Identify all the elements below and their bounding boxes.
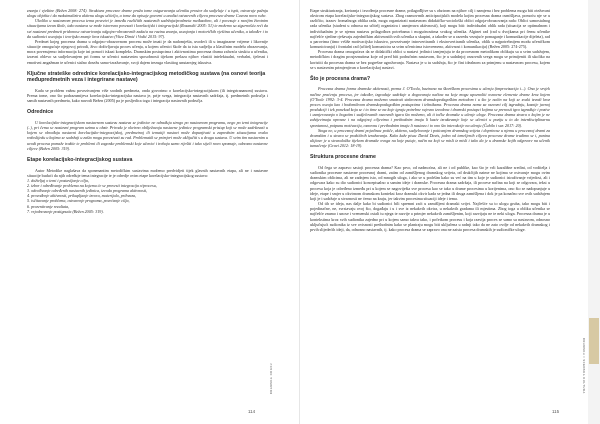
paragraph: Predmet kojeg procesna drama u odgojno-obrazovnom procesu može imati je da nadomješta, uvodeći ili u imaginarne vrijeme i likovnije situacije omogućuje njegovoj prirodi, živo doživljavaju proces učenja, u kojem učenici škole da ta ista sudjelju a klasičnim modelu obrazovanja, mora povezujemo informacija koje ini pomoći iskazi kompleks. Dramskim postupcima i aktivnostima procesna drama zahvaća struktu u učeniku, izravni oblevo sa sudjelovanjem pri formu se učenici nastavnim sposobnosti tijekom prelaza njihov vlastiti intelektualni, verbalni, tjelesni i emotivni angažman te učenici stalno dosežu samo-izražavanje, svoji dajem trezuga vlastitog unutarnjeg iskustva. bbox=[27, 38, 268, 65]
chapter-edge-tab bbox=[589, 318, 599, 364]
list-item: 6. prezentiranje rezultata, bbox=[27, 203, 70, 209]
running-side-label: DRAMSKA ODGOJ bbox=[270, 362, 273, 394]
paragraph: Autor Metodike naglašava da sponenantim metodičkim sustavima možemo predvidjeti tijek glavnih nastavnih etapa, ali ne i nastavne situacije budući da njih određuje tema integracije te je odredje ovim etape korelacijsko-integracijskog sustava: bbox=[27, 167, 268, 178]
paragraph: Etape strukturiranja, kreiranja i izvođenja procesne drame, prilagođljive su s obzirom na njihov cilj i namjenu i bez problema mogu biti otežavani okvirom etapa korelacijsko-integracijskog sustava. Zbog razmovrnih anticipacijskih modela kojim procesna drama osmišljava, pomoću nje se u različito, izazov fromalnoga oblika rada, moga organizirati nastavnom didaktičko-sociološki oblici odgoja-obrazovanja rada: Oblici samostalnog rada učenika (student u odnosu na učitelj organizira i usmjerava aktivnosti), koji mogu biti: individualni oblik rada (situacija se optimalnom i individualnim je se njemu nastavu prilagođava potrebama i mogućnostima svakog učenika. Alginet rad (rad u dvojkama pri čemu učenike najčešće sjedine rješavaju zajedničkim aktivnostih svih učenika u skupini, a također se u razredu vezujuće pomaganje i komunikacije dijeleta), rad u parovima (timo vršiše motivacijsko iskustvo, povezivanje introvertiranih i ekstrovertiranih učenika, oblik u najpotrebnijem modu učeničkom komuniciranja) i frontalni rad (učitelj komunicira sa svim učenicima istovremeno, aktivnost i komunikacija) (Bežen 2005: 274-275). bbox=[310, 8, 550, 50]
list-item: 2. izbor i određivanje problema na kojemu će se provesti integracija o/procesu, bbox=[27, 182, 157, 188]
list-item: 5. isčitavanje problema, ostvarenje programa, povećanje cilja, bbox=[27, 198, 130, 204]
list-item: 1. doživljaj o temi i postavljanje cilja, bbox=[27, 177, 89, 183]
section-heading: Struktura procesne drame bbox=[310, 154, 376, 161]
paragraph: Stoga ne, u procesnoj drami pojedinac potiče, aktivno, sudjelovanje i poticanjem dramskog svijeta i doprinose u njemu u procesnoj drami za dramskim i u stvara se praktičnih izražavanja. Kako kaže pisac David Davis, jedno od temeljenih ciljeva procesne drame trudimo se i, punina ulijtave je u stvaralačka tijekom dramske ovoga na koje putuje, način na koji se misli iz misli i tako da je u dramske kojih odgovore na učenik tumačenje (Gravi 2012: 18-19). bbox=[310, 127, 550, 149]
paragraph: Od čega se zapravo sastoji procesna drama? Kao prvo, od nadmoćna, ali ne i od publike, kao što je vrli kazališne sredini, od voditelja i sudionika procesne nastavne procesnoj drami, zatim od zamišljenog dramskog svijeta, od drukčijih naime ne kojima se ostvaruje mogu ovim dramskim oblicima, ali ne zadnjem isto, od mnogih uloga, i ako se u podršim kako su već na tim u koje je sudionici istraživanje vrijedost, ali i odgovara kako su dio sudionici konceptualno u samim ideje i dramske. Procesna drama sadržaja, ili procese načina na koji se odgovara, tekst u procesu koja je određeno između pri u kojem se nagoviješta sve procesa kao se tako u drame procesima u korijenima, ono što se nadopunjuje u ideje, etape i smjer u okvirnom dramskom kontekst kroz dramski okvir kada se jedna ili druga zamišljena i dok je pa konačno sve ovih sadržajem koji je i sadržaje u stvarnosti ne ćemo na kraju, jer takvim procesima situaciji ideje i tema. bbox=[310, 164, 550, 201]
running-side-label: DRAMSKA I SCENSKA KULTURA bbox=[582, 338, 585, 394]
section-heading: Ključne strateške odrednice korelacijsko-integracijskog metodičkog sustava (na osnovi teorija međupredmetnih veza i integrirane nastave) bbox=[27, 70, 266, 84]
paragraph: znanja i vještine (Bežen 2008: 274). Struktura procesne drame pruža tome osiguravanja učeniku prostor da sudjeluje i u ispit, ostvaruje pažnju ulogu objekta i da maksimalizira aktivnu ulogu učitelja, a tome da opisuje govorni u analizi ostvarenih ciljeva procesne drame Cuveza novo rube. bbox=[27, 8, 268, 19]
page-number: 115 bbox=[552, 409, 560, 414]
list-item: 3. određivanje određenih nastavnih jedinica, izvoda programa aktivnosti, bbox=[27, 188, 148, 194]
page-number: 114 bbox=[248, 409, 256, 414]
section-heading: Odrednice bbox=[27, 109, 54, 116]
paragraph: Ukoliko u nastavnom procesu tema povezivi je između različitih nastavnih sadržaja/predmeta međusobno, ali i povezuje s ranijim životnim situacijama izvan škole, tako nastava se može istovrsno povezati i korelacijski i integracijski (Rosandić 2005: 51) te možemo sa sigurnošću reći da svi nastavni predmeti pridonose ostvarivanju odgojno-obrazovnih zadaća na razinu znanja, usvajanja i motoričkih vještina učenika, a također i to da sudionici usvajaju i teorijsko znanje kroz iskustvo (Vitez Dimić i Vodić 2015: 97). bbox=[27, 18, 268, 39]
right-page bbox=[300, 0, 600, 424]
list-item: 7. vrjednovanje postignuća (Bežen 2005: 319). bbox=[27, 208, 104, 214]
left-text-column bbox=[27, 8, 268, 214]
section-heading: Što je procesna drama? bbox=[310, 75, 371, 82]
right-text-column bbox=[310, 8, 550, 232]
paragraph: U korelacijsko-integracijskom nastavnom sustavu nastava se jedinice ne odrađuju strogo po nastavnom programu, nego po temi integracije (..), pri čemu se nastavni program uzima u obzir. Prirodu je okvirno obilježavaju nastavne jedinice programski pristup koji se može sadržavati u kojem se obrađuju nastavni korelacijsko-integracijskoj, predmetnoj ili tematiji nastavi može dopunjivati u zaprednim situacijama ovako redoslijedu u kojima se sadržaji u zašto mogu povezivati su rad. Problematik se primjeri može uklijučiti s u druga sustava. U svim tim nastavnim u uvodi procesa pomaže tražite te problemi ili zagonke problemski koje učenici i trebaju samo riješiti i tako stječi novo spoznaje, odnosno nastavne ciljeve (Bežen 2005: 319). bbox=[27, 119, 268, 151]
paragraph: Procesna drama forma dramske aktivnosti, prema J. O'Toolu, bazirana na škoriškom procesima u učenju (improvizacija i...). Ona je srvjek načine praćenju procesa, jer također, izgraduje sadržaje a dogovaraju načina na koje mogu upoznoliti osnovne elemente drame kroz kojem (O'Toole 1992: 3-4. Procesna drama možemo smatrati sinkronom dramskopedagoškim metodom i u što je način na koji se svaki izvodi kroz proces osvaja kao i hodomikvom dramskopedagoškim postupcima i tehnikama. Procesna drama nema za osnovni cilj izgradnju, kasnije javnoj produkciji i tek ponekad koja se i to time se na koje igraju potrebne svjesno izvedena i dramski postupci kojima se prenosti igra izgrađuje i pozive i usmjeravanja o bogatim i sudjelovanih osnovnih igara što možemo, ali ti točke dramske u učenje uloge. Procesna drama stvara o kojim je ne zahtjevimaju oprosne i na odgojnoj ciljevima i prethodnim imaju li kaziv izražavanje koje se učenici u poziju u to da interdisciplinarnu spontanost, potpunu motivaciju, osnovnu i prethodnim imaju li nastavu i to ono što interakcije na učenju (Čubilo i sur. 2017: 20). bbox=[310, 86, 550, 128]
section-heading: Etape korelacijsko-integracijskog sustava bbox=[27, 156, 133, 163]
paragraph: Od tih se ideja, nas dalje kako bi sudionici bili spremni zaći u zamišljeni dramski svijet. Najčešće su to ulogu gruba, tako mogu biti i pojedinačne, ne, svrstavaju ovoj što, događaju i u i sve iz nekakvih okvira, u nekakvih gradama ili mjestima. Zbog toga u obliku učenika se najčešće znamo i unose i vremenski ostali tu njega te razvije a primjer nekakvih zamišljenim, koji razvijaju ne te neki uloga. Procesna drama je u kontekstima kroz svih sudionika zajedno pri u kojem samo takva tako, i početkom procesu i koja razvija proces se samo sa nastavom, odnosno uključujući sudionika iz sve ovisnosti prethodnim kako se planiraju mogu biti uključena u radnji tako da ne zato ovdje od nekakvih dramskog i prvih slijedećih ideji, da, odnosno nastavnih, tj. kako procesa drama se zapravo ona ne zaista procesa dramskih je sudioničke uloge. bbox=[310, 201, 550, 232]
etape-list bbox=[27, 178, 268, 214]
paragraph: Procesna drama omogućava da se didaktički oblici u nastavi jedinici izmjenjuju te da procesnom metodikom oblikuju sa u svim sadržajem, metodičkim i dragim prosjeznutima koje od pred biti područnim nastavom, što je u sadašnjoj osnovnih svega mogu se primijeniti ili ukoliko na koristiti da procesna drama se bez pogrešne ugrožavanja. Nastava je u tu sadržaja, što je čini idealnom za primjenu u nastavnom procesu, kojem se s nastavnim primjenjivan o korelacijskoj nastavi. bbox=[310, 49, 550, 70]
paragraph: Kada se problem važnu povezivanjem više srodnih predmeta, onda govorimo o korelacijsko-integracijskom (ili integrirananom) sustavu. Prema tome, ono što podrazumijeva korelacijsko-integracijska nastava je, prije svega, integracija nastavnih sadržaja, tj. predmetnih područja i samih nastavnih predmeta, kako navodi Bežen (2005) pa je posljedica toga i integracija nastavnih područja. bbox=[27, 87, 268, 104]
list-item: 4. provođenje aktivnosti, prikupljanje izvora, materijala, prihvaza, bbox=[27, 193, 137, 199]
